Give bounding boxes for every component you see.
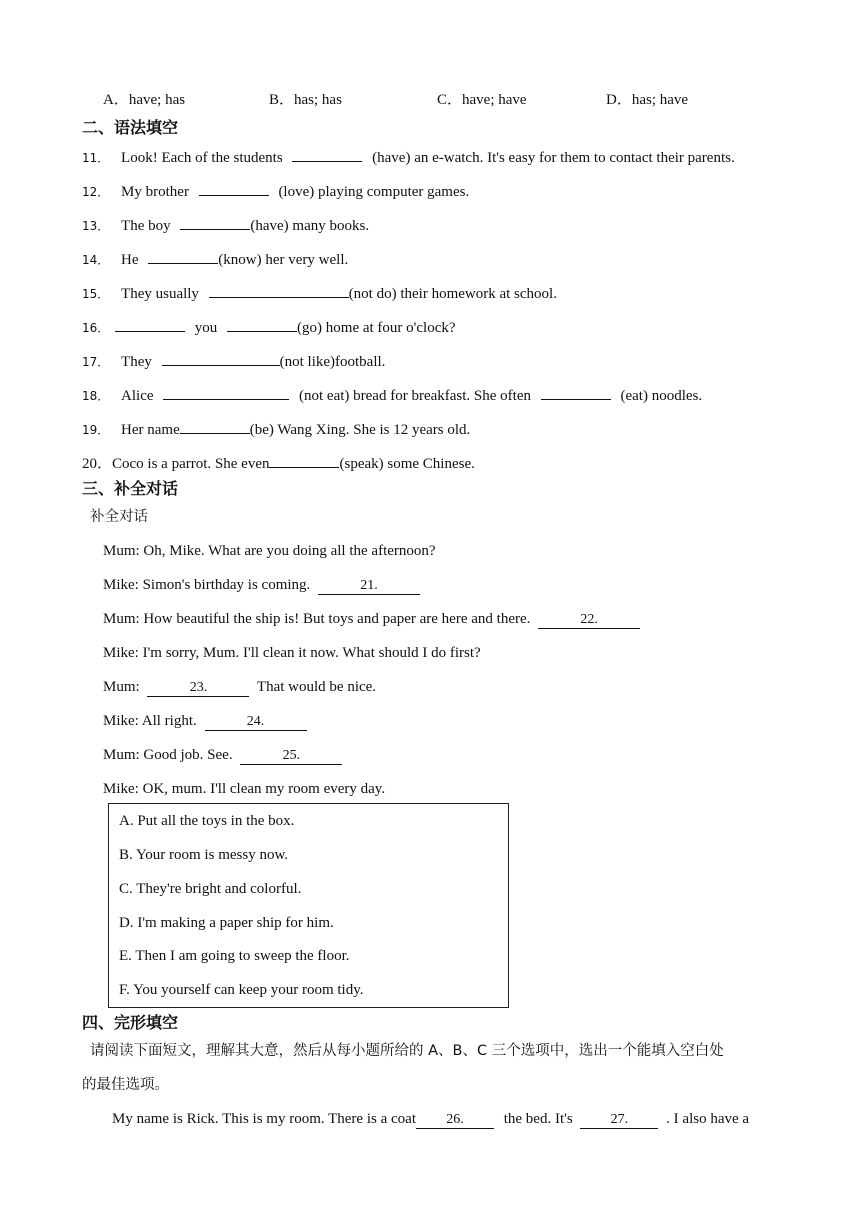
dialogue-text: Mum: [103,679,140,695]
answer-blank[interactable] [199,180,269,196]
question-text: My brother [121,184,189,200]
question-13 [82,214,369,236]
choice-c: C．have; have [437,92,527,108]
question-text: (eat) noodles. [620,388,703,404]
question-text: He [121,252,139,268]
question-number: 15． [82,287,110,301]
dialogue-line [103,711,311,731]
section-2-title: 二、语法填空 [82,118,179,137]
dialogue-line: Mike: I'm sorry, Mum. I'll clean it now. What should I do first? [103,645,481,661]
question-18 [82,384,702,406]
option-e: E. Then I am going to sweep the floor. [119,948,350,964]
passage-line [112,1109,749,1129]
answer-blank[interactable] [115,316,185,332]
question-20 [82,452,475,474]
section-3-title: 三、补全对话 [82,479,179,498]
option-f: F. You yourself can keep your room tidy. [119,982,364,998]
options-box [108,803,509,1008]
passage-text: . I also have a [666,1111,750,1127]
question-text: Look! Each of the students [121,150,283,166]
dialogue-blank-22[interactable]: 22. [538,612,640,629]
question-number: 18． [82,389,110,403]
question-12 [82,180,469,202]
question-text: They [121,354,152,370]
passage-text: the bed. It's [503,1111,573,1127]
question-text: The boy [121,218,171,234]
dialogue-blank-24[interactable]: 24. [205,714,307,731]
question-17 [82,350,385,372]
answer-blank[interactable] [209,282,349,298]
dialogue-text: Mum: How beautiful the ship is! But toys and paper are here and there. [103,611,531,627]
option-a: A. Put all the toys in the box. [119,813,295,829]
dialogue-blank-21[interactable]: 21. [318,578,420,595]
question-number: 12． [82,185,110,199]
dialogue-text: Mum: Good job. See. [103,747,233,763]
question-text: Coco is a parrot. She even [112,456,270,472]
question-text: (not like)football. [279,354,386,370]
question-15 [82,282,557,304]
section-4-title: 四、完形填空 [82,1013,179,1032]
question-number: 14． [82,253,110,267]
passage-blank-26[interactable]: 26. [416,1112,494,1129]
question-14 [82,248,348,270]
answer-blank[interactable] [227,316,297,332]
question-text: (speak) some Chinese. [339,456,475,472]
option-c: C. They're bright and colorful. [119,881,302,897]
answer-blank[interactable] [292,146,362,162]
answer-blank[interactable] [180,214,250,230]
answer-blank[interactable] [162,350,280,366]
choice-a: A．have; has [103,92,186,108]
dialogue-blank-23[interactable]: 23. [147,680,249,697]
question-number: 17． [82,355,110,369]
section-3-subtitle: 补全对话 [90,509,148,525]
dialogue-line [103,609,644,629]
dialogue-line: Mum: Oh, Mike. What are you doing all the afternoon? [103,543,436,559]
question-text: (love) playing computer games. [278,184,470,200]
dialogue-line [103,677,376,697]
question-number: 20． [82,456,113,472]
question-number: 19． [82,423,110,437]
question-11 [82,146,735,168]
passage-blank-27[interactable]: 27. [580,1112,658,1129]
dialogue-line: Mike: OK, mum. I'll clean my room every day. [103,781,386,797]
question-number: 13． [82,219,110,233]
choice-d: D．has; have [606,92,689,108]
question-text: (know) her very well. [218,252,349,268]
question-text: (not do) their homework at school. [348,286,557,302]
question-text: Alice [121,388,154,404]
choice-b: B．has; has [269,92,342,108]
question-text: They usually [121,286,199,302]
option-d: D. I'm making a paper ship for him. [119,915,334,931]
dialogue-text: Mike: All right. [103,713,197,729]
question-text: (go) home at four o'clock? [297,320,456,336]
answer-blank[interactable] [541,384,611,400]
section-4-instruction: 请阅读下面短文，理解其大意，然后从每小题所给的 A、B、C 三个选项中，选出一个能填入空白处 [90,1043,724,1059]
dialogue-text: That would be nice. [256,679,377,695]
question-text: you [194,320,218,336]
question-number: 16． [82,321,110,335]
passage-text: My name is Rick. This is my room. There is a coat [112,1111,416,1127]
question-19 [82,418,470,440]
question-text: Her name [121,422,180,438]
question-text: (have) many books. [250,218,370,234]
dialogue-line [103,575,424,595]
question-text: (have) an e-watch. It's easy for them to contact their parents. [372,150,735,166]
dialogue-blank-25[interactable]: 25. [240,748,342,765]
answer-blank[interactable] [180,418,250,434]
dialogue-line [103,745,346,765]
answer-blank[interactable] [148,248,218,264]
section-4-instruction-cont: 的最佳选项。 [82,1077,169,1093]
answer-blank[interactable] [269,452,339,468]
option-b: B. Your room is messy now. [119,847,289,863]
question-number: 11． [82,151,110,165]
question-text: (be) Wang Xing. She is 12 years old. [249,422,471,438]
answer-blank[interactable] [163,384,289,400]
question-16 [82,316,456,338]
question-text: (not eat) bread for breakfast. She often [299,388,531,404]
dialogue-text: Mike: Simon's birthday is coming. [103,577,311,593]
